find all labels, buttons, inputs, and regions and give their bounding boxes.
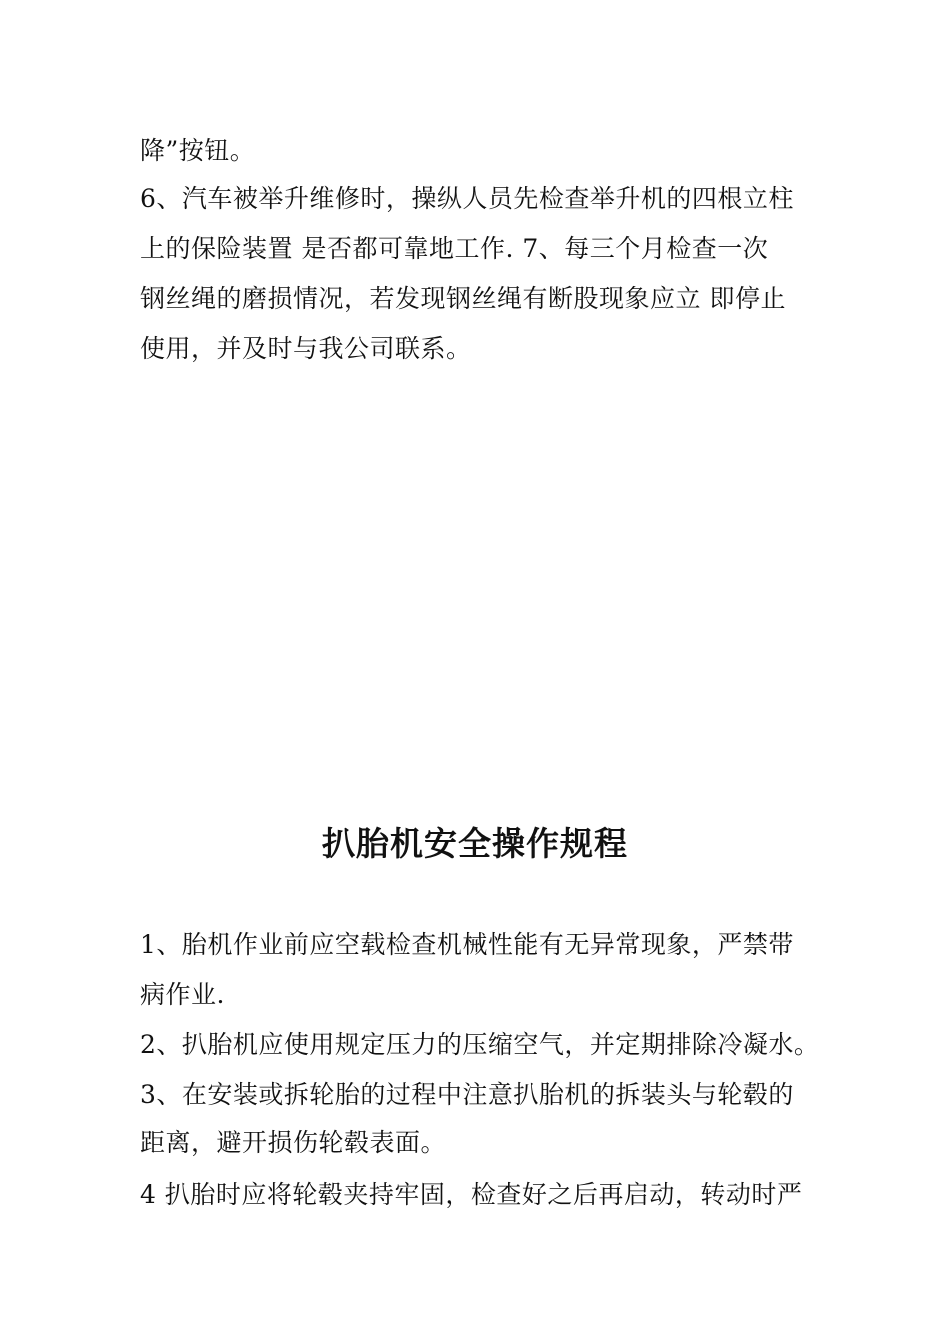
paragraph-line: 钢丝绳的磨损情况，若发现钢丝绳有断股现象应立 即停止 bbox=[140, 284, 786, 313]
paragraph-line: 6、汽车被举升维修时，操纵人员先检查举升机的四根立柱 bbox=[140, 184, 794, 213]
paragraph-line: 4 扒胎时应将轮毂夹持牢固，检查好之后再启动，转动时严 bbox=[140, 1180, 803, 1209]
section-title: 扒胎机安全操作规程 bbox=[322, 824, 628, 863]
paragraph-line: 上的保险装置 是否都可靠地工作. 7、每三个月检查一次 bbox=[140, 234, 769, 263]
paragraph-line: 3、在安装或拆轮胎的过程中注意扒胎机的拆装头与轮毂的 bbox=[140, 1080, 794, 1109]
paragraph-line: 2、扒胎机应使用规定压力的压缩空气，并定期排除冷凝水。 bbox=[140, 1030, 820, 1059]
paragraph-line: 1、胎机作业前应空载检查机械性能有无异常现象，严禁带 bbox=[140, 930, 794, 959]
paragraph-line: 使用，并及时与我公司联系。 bbox=[140, 334, 472, 363]
paragraph-line: 病作业. bbox=[140, 980, 225, 1009]
paragraph-line: 降”按钮。 bbox=[140, 136, 256, 165]
paragraph-line: 距离，避开损伤轮毂表面。 bbox=[140, 1128, 447, 1157]
